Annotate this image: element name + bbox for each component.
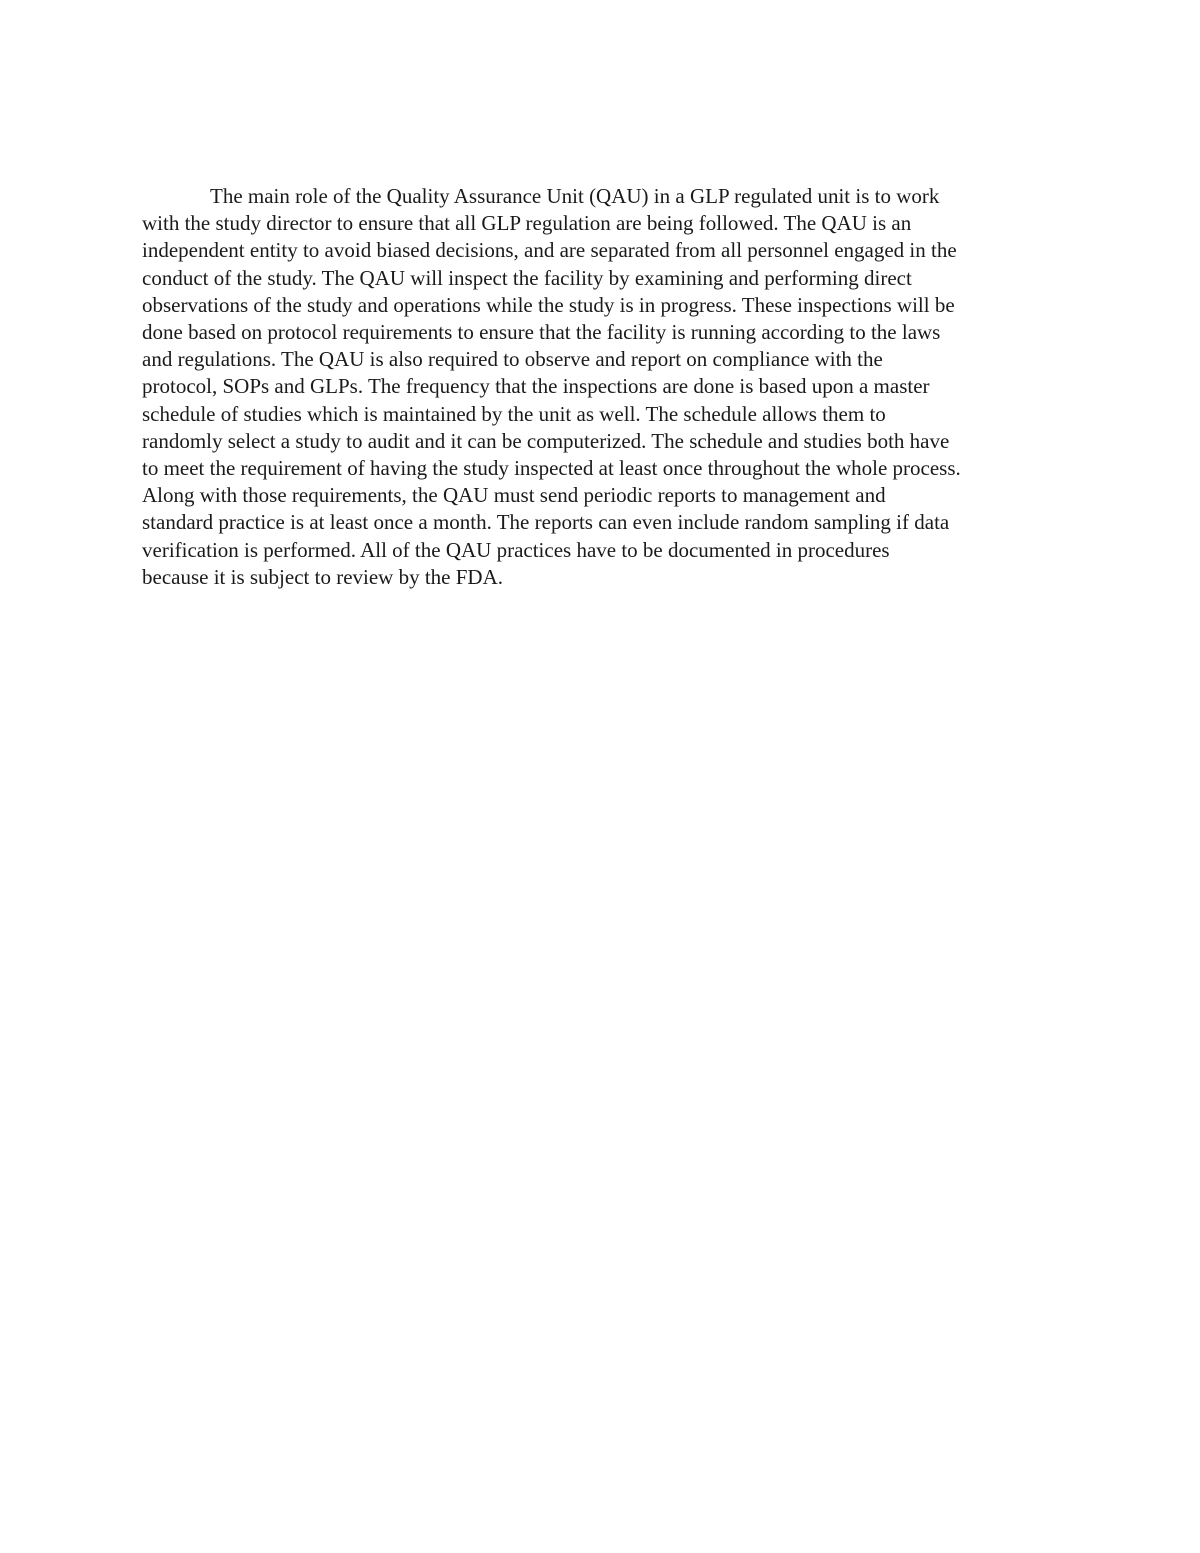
paragraph-line: done based on protocol requirements to ensure that the facility is running according to the laws	[142, 320, 941, 345]
paragraph-line: protocol, SOPs and GLPs. The frequency that the inspections are done is based upon a master	[142, 374, 930, 399]
paragraph-line: randomly select a study to audit and it can be computerized. The schedule and studies both have	[142, 428, 950, 453]
paragraph-line: and regulations. The QAU is also required to observe and report on compliance with the	[142, 347, 883, 372]
paragraph-line: because it is subject to review by the FDA.	[142, 564, 503, 589]
paragraph-line: standard practice is at least once a month. The reports can even include random sampling if data	[142, 510, 950, 535]
paragraph-line: conduct of the study. The QAU will inspect the facility by examining and performing direct	[142, 265, 912, 290]
paragraph-line: with the study director to ensure that all GLP regulation are being followed. The QAU is an	[142, 211, 912, 236]
paragraph-line: to meet the requirement of having the study inspected at least once throughout the whole process.	[142, 456, 961, 481]
body-paragraph	[142, 183, 1072, 591]
paragraph-line: The main role of the Quality Assurance Unit (QAU) in a GLP regulated unit is to work	[210, 184, 940, 208]
paragraph-line: Along with those requirements, the QAU must send periodic reports to management and	[142, 483, 886, 508]
paragraph-line: verification is performed. All of the QAU practices have to be documented in procedures	[142, 537, 890, 562]
paragraph-line: independent entity to avoid biased decisions, and are separated from all personnel engaged in the	[142, 238, 957, 263]
paragraph-line: schedule of studies which is maintained by the unit as well. The schedule allows them to	[142, 401, 886, 426]
paragraph-line: observations of the study and operations while the study is in progress. These inspections will be	[142, 292, 955, 317]
